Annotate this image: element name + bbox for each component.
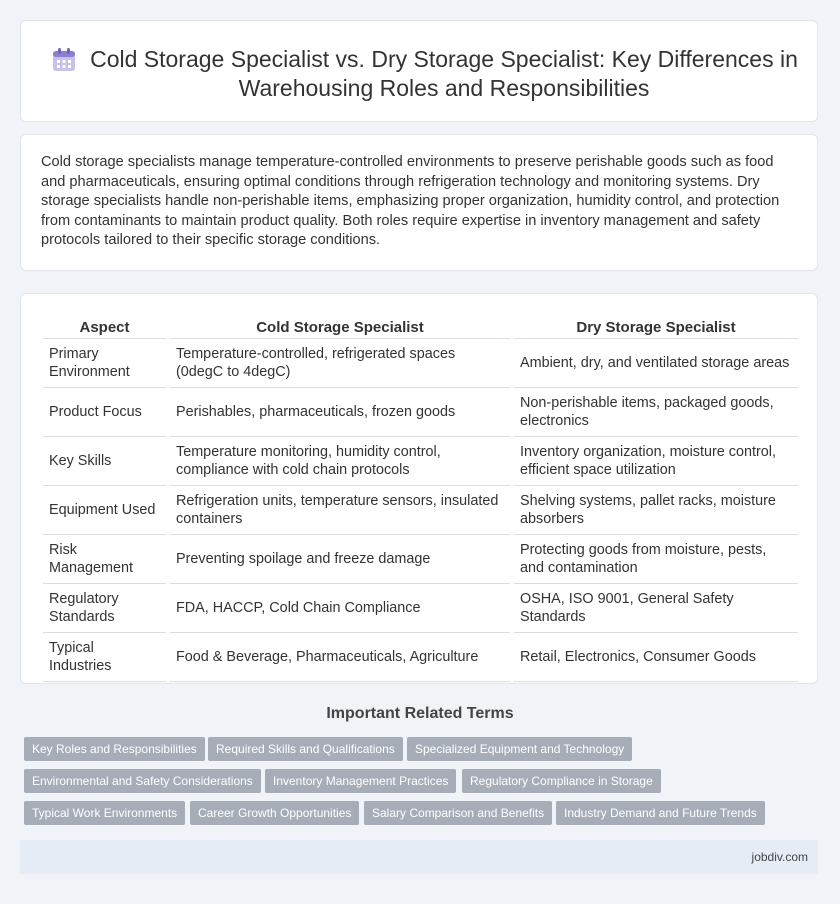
table-row xyxy=(43,486,798,535)
footer-site-link[interactable]: jobdiv.com xyxy=(751,850,808,864)
cell-cold-storage: Food & Beverage, Pharmaceuticals, Agriculture xyxy=(170,633,510,682)
cell-aspect: Equipment Used xyxy=(43,486,166,535)
related-term-tag[interactable]: Environmental and Safety Considerations xyxy=(24,769,261,793)
table-row xyxy=(43,535,798,584)
related-term-tag[interactable]: Industry Demand and Future Trends xyxy=(556,801,765,825)
table-row xyxy=(43,437,798,486)
cell-dry-storage: Inventory organization, moisture control, efficient space utilization xyxy=(514,437,798,486)
cell-cold-storage: Preventing spoilage and freeze damage xyxy=(170,535,510,584)
cell-dry-storage: OSHA, ISO 9001, General Safety Standards xyxy=(514,584,798,633)
table-row xyxy=(43,633,798,682)
comparison-table-card xyxy=(20,293,818,684)
cell-aspect: Typical Industries xyxy=(43,633,166,682)
cell-dry-storage: Non-perishable items, packaged goods, electronics xyxy=(514,388,798,437)
cell-aspect: Key Skills xyxy=(43,437,166,486)
related-term-tag[interactable]: Regulatory Compliance in Storage xyxy=(462,769,661,793)
cell-cold-storage: Perishables, pharmaceuticals, frozen goods xyxy=(170,388,510,437)
cell-dry-storage: Ambient, dry, and ventilated storage areas xyxy=(514,339,798,388)
related-term-tag[interactable]: Salary Comparison and Benefits xyxy=(364,801,552,825)
footer xyxy=(20,840,818,874)
page-title: Cold Storage Specialist vs. Dry Storage Specialist: Key Differences in Warehousing Roles and Responsibilities xyxy=(90,46,798,101)
cell-cold-storage: Temperature monitoring, humidity control, compliance with cold chain protocols xyxy=(170,437,510,486)
table-header-row xyxy=(43,314,798,339)
comparison-table xyxy=(43,314,798,682)
header-dry-storage: Dry Storage Specialist xyxy=(514,314,798,339)
related-term-tag[interactable]: Typical Work Environments xyxy=(24,801,185,825)
cell-dry-storage: Protecting goods from moisture, pests, and contamination xyxy=(514,535,798,584)
cell-dry-storage: Retail, Electronics, Consumer Goods xyxy=(514,633,798,682)
cell-cold-storage: Refrigeration units, temperature sensors, insulated containers xyxy=(170,486,510,535)
cell-aspect: Primary Environment xyxy=(43,339,166,388)
table-row xyxy=(43,339,798,388)
header-cold-storage: Cold Storage Specialist xyxy=(170,314,510,339)
header-aspect: Aspect xyxy=(43,314,166,339)
cell-aspect: Product Focus xyxy=(43,388,166,437)
cell-aspect: Regulatory Standards xyxy=(43,584,166,633)
cell-cold-storage: FDA, HACCP, Cold Chain Compliance xyxy=(170,584,510,633)
title-card xyxy=(20,20,818,122)
related-term-tag[interactable]: Inventory Management Practices xyxy=(265,769,456,793)
cell-aspect: Risk Management xyxy=(43,535,166,584)
related-term-tag[interactable]: Career Growth Opportunities xyxy=(190,801,359,825)
table-row xyxy=(43,584,798,633)
cell-cold-storage: Temperature-controlled, refrigerated spaces (0degC to 4degC) xyxy=(170,339,510,388)
related-term-tag[interactable]: Specialized Equipment and Technology xyxy=(407,737,632,761)
calendar-icon xyxy=(51,47,77,73)
intro-paragraph: Cold storage specialists manage temperature-controlled environments to preserve perishable goods such as food and pharmaceuticals, ensuring optimal conditions through refrigeration technology and monitoring systems. Dry storage specialists handle non-perishable items, emphasizing proper organization, humidity control, and protection from contaminants to maintain product quality. Both roles require expertise in inventory management and safety protocols tailored to their specific storage conditions. xyxy=(41,154,780,248)
related-terms-title: Important Related Terms xyxy=(326,705,514,722)
table-row xyxy=(43,388,798,437)
intro-card xyxy=(20,134,818,271)
cell-dry-storage: Shelving systems, pallet racks, moisture absorbers xyxy=(514,486,798,535)
related-term-tag[interactable]: Required Skills and Qualifications xyxy=(208,737,403,761)
related-term-tag[interactable]: Key Roles and Responsibilities xyxy=(24,737,205,761)
